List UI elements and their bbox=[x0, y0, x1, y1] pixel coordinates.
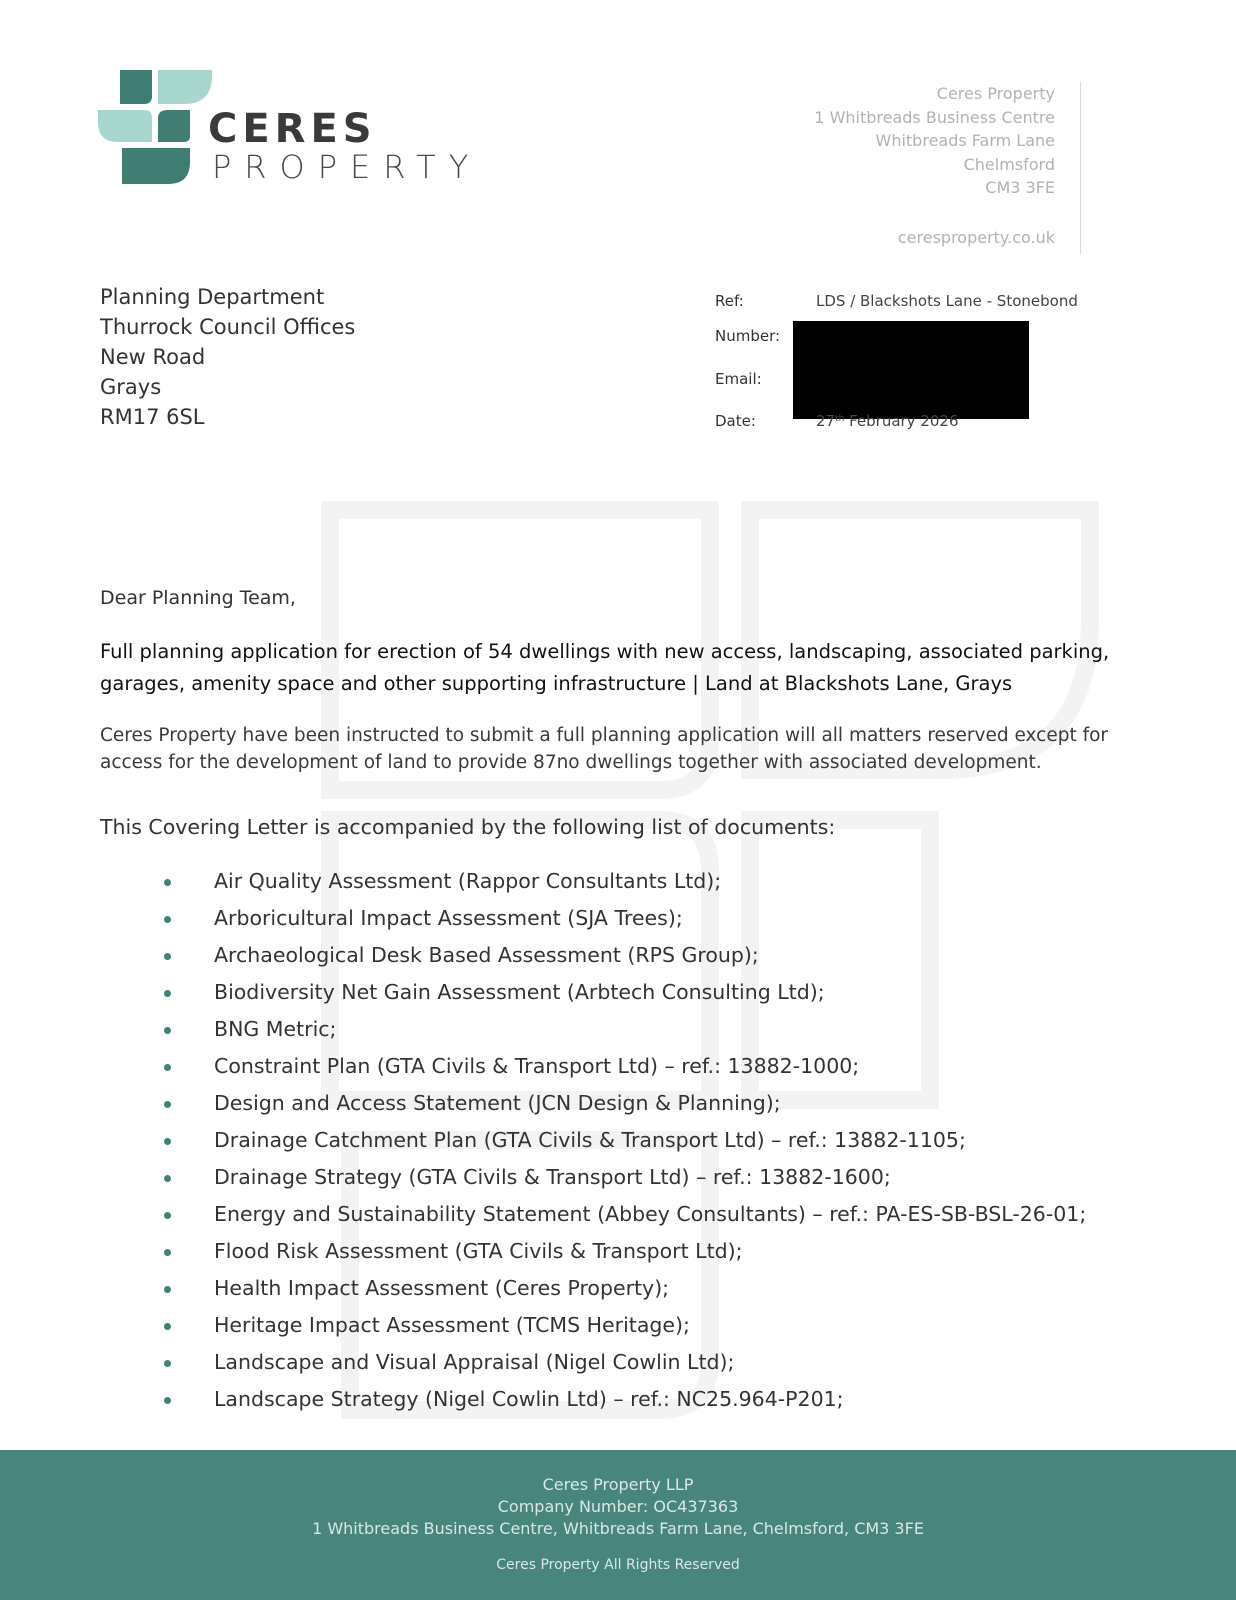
list-item bbox=[160, 1236, 1086, 1273]
bullet-icon bbox=[164, 953, 171, 960]
sender-line: 1 Whitbreads Business Centre bbox=[814, 107, 1055, 127]
date-day: 27 bbox=[816, 412, 836, 430]
list-item bbox=[160, 1310, 1086, 1347]
footer-company-number: Company Number: OC437363 bbox=[497, 1497, 739, 1516]
document-title: Archaeological Desk Based Assessment (RPS Group); bbox=[214, 943, 759, 967]
list-item bbox=[160, 903, 1086, 940]
footer-address: 1 Whitbreads Business Centre, Whitbreads Farm Lane, Chelmsford, CM3 3FE bbox=[312, 1519, 924, 1538]
ceres-property-logo bbox=[98, 70, 482, 190]
document-title: Drainage Catchment Plan (GTA Civils & Transport Ltd) – ref.: 13882-1105; bbox=[214, 1128, 966, 1152]
document-title: Health Impact Assessment (Ceres Property); bbox=[214, 1276, 670, 1300]
sender-website: ceresproperty.co.uk bbox=[897, 227, 1055, 247]
recipient-line: New Road bbox=[100, 345, 206, 369]
list-item bbox=[160, 1125, 1086, 1162]
bullet-icon bbox=[164, 1397, 171, 1404]
bullet-icon bbox=[164, 990, 171, 997]
bullet-icon bbox=[164, 1249, 171, 1256]
document-title: Landscape Strategy (Nigel Cowlin Ltd) – ref.: NC25.964-P201; bbox=[214, 1387, 844, 1411]
list-item bbox=[160, 1162, 1086, 1199]
bullet-icon bbox=[164, 879, 171, 886]
footer-rights: Ceres Property All Rights Reserved bbox=[496, 1557, 740, 1573]
recipient-address bbox=[100, 282, 355, 432]
documents-intro: This Covering Letter is accompanied by the following list of documents: bbox=[100, 815, 836, 839]
document-title: Arboricultural Impact Assessment (SJA Trees); bbox=[214, 906, 683, 930]
bullet-icon bbox=[164, 1101, 171, 1108]
list-item bbox=[160, 1051, 1086, 1088]
footer-company: Ceres Property LLP bbox=[542, 1475, 694, 1494]
bullet-icon bbox=[164, 1027, 171, 1034]
list-item bbox=[160, 1273, 1086, 1310]
list-item bbox=[160, 977, 1086, 1014]
recipient-line: Thurrock Council Offices bbox=[100, 315, 356, 339]
sender-address bbox=[814, 82, 1055, 249]
redaction-box bbox=[793, 321, 1029, 419]
list-item bbox=[160, 1347, 1086, 1384]
bullet-icon bbox=[164, 1138, 171, 1145]
salutation: Dear Planning Team, bbox=[100, 587, 296, 609]
sender-line: Ceres Property bbox=[936, 84, 1055, 103]
logo-wordmark-property: PROPERTY bbox=[212, 148, 482, 186]
email-label: Email: bbox=[715, 370, 762, 388]
date-suffix: th bbox=[835, 414, 845, 424]
footer bbox=[0, 1450, 1236, 1600]
bullet-icon bbox=[164, 1360, 171, 1367]
bullet-icon bbox=[164, 1175, 171, 1182]
bullet-icon bbox=[164, 916, 171, 923]
document-title: Flood Risk Assessment (GTA Civils & Transport Ltd); bbox=[214, 1239, 743, 1263]
bullet-icon bbox=[164, 1286, 171, 1293]
intro-paragraph: Ceres Property have been instructed to submit a full planning application will all matters reserved except for access for the development of land to provide 87no dwellings together with associated development. bbox=[100, 725, 1109, 773]
reference-block bbox=[715, 292, 1135, 442]
bullet-icon bbox=[164, 1064, 171, 1071]
leaf-logo-icon bbox=[98, 70, 216, 184]
recipient-line: Planning Department bbox=[100, 285, 325, 309]
sender-line: Whitbreads Farm Lane bbox=[875, 131, 1055, 150]
date-label: Date: bbox=[715, 412, 756, 430]
document-title: Constraint Plan (GTA Civils & Transport Ltd) – ref.: 13882-1000; bbox=[214, 1054, 860, 1078]
document-title: Drainage Strategy (GTA Civils & Transport Ltd) – ref.: 13882-1600; bbox=[214, 1165, 891, 1189]
document-title: BNG Metric; bbox=[214, 1017, 337, 1041]
document-title: Design and Access Statement (JCN Design & Planning); bbox=[214, 1091, 781, 1115]
list-item bbox=[160, 1199, 1086, 1236]
bullet-icon bbox=[164, 1323, 171, 1330]
list-item bbox=[160, 940, 1086, 977]
date-rest: February 2026 bbox=[844, 412, 959, 430]
document-title: Energy and Sustainability Statement (Abbey Consultants) – ref.: PA-ES-SB-BSL-26-01; bbox=[214, 1202, 1087, 1226]
documents-list bbox=[160, 866, 1086, 1421]
document-title: Heritage Impact Assessment (TCMS Heritage); bbox=[214, 1313, 690, 1337]
list-item bbox=[160, 1014, 1086, 1051]
ref-label: Ref: bbox=[715, 292, 744, 310]
list-item bbox=[160, 866, 1086, 903]
header-divider bbox=[1080, 82, 1081, 254]
subject-heading: Full planning application for erection of 54 dwellings with new access, landscaping, associated parking, garages, amenity space and other supporting infrastructure | Land at Blackshots Lane, Grays bbox=[100, 640, 1110, 695]
ref-value: LDS / Blackshots Lane - Stonebond bbox=[816, 292, 1078, 310]
list-item bbox=[160, 1384, 1086, 1421]
list-item bbox=[160, 1088, 1086, 1125]
bullet-icon bbox=[164, 1212, 171, 1219]
document-title: Air Quality Assessment (Rappor Consultants Ltd); bbox=[214, 869, 722, 893]
recipient-line: RM17 6SL bbox=[100, 405, 205, 429]
logo-wordmark-ceres: CERES bbox=[208, 106, 377, 152]
sender-line: Chelmsford bbox=[963, 154, 1055, 174]
date-value bbox=[816, 412, 959, 430]
number-label: Number: bbox=[715, 327, 781, 345]
recipient-line: Grays bbox=[100, 375, 162, 399]
document-title: Landscape and Visual Appraisal (Nigel Cowlin Ltd); bbox=[214, 1350, 735, 1374]
sender-line: CM3 3FE bbox=[985, 178, 1055, 197]
document-title: Biodiversity Net Gain Assessment (Arbtech Consulting Ltd); bbox=[214, 980, 825, 1004]
